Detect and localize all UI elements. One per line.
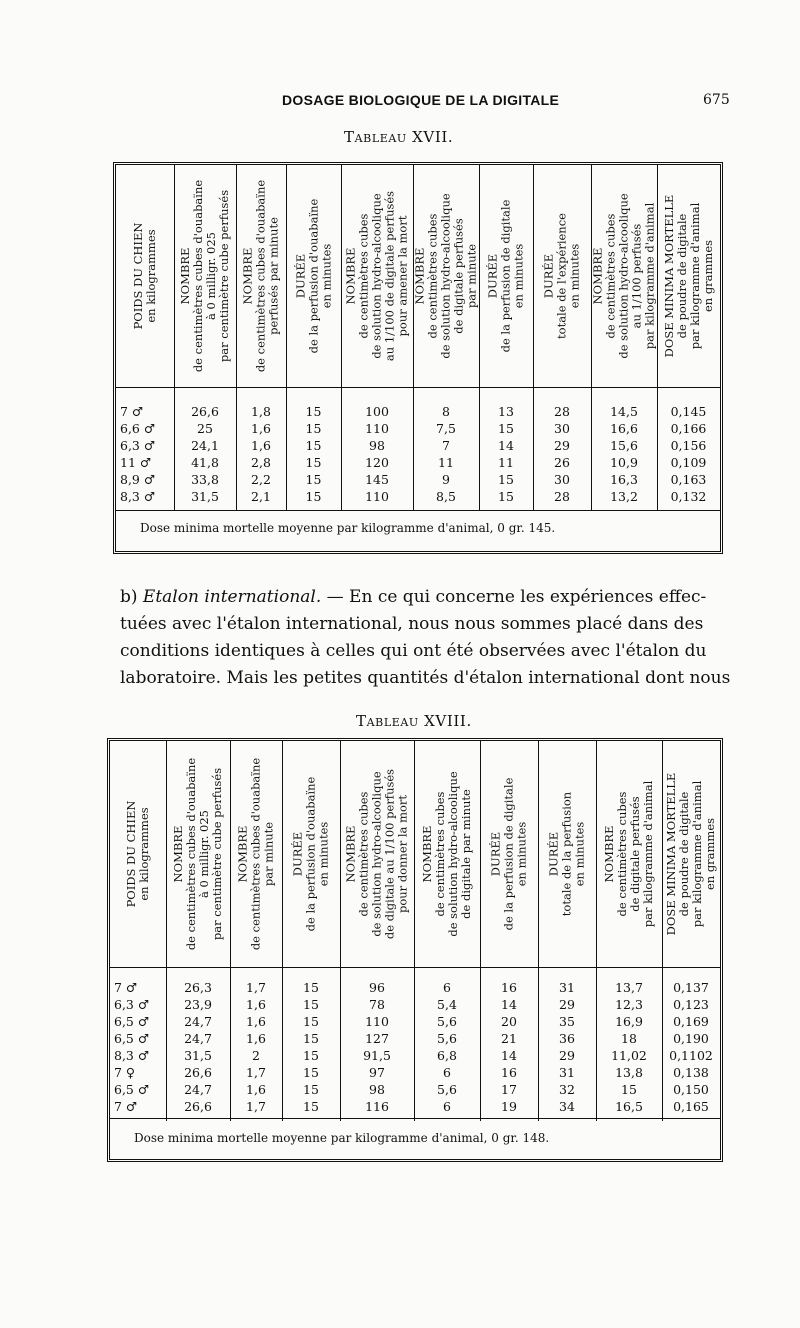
value-cell: 20	[501, 1014, 517, 1029]
column-divider	[286, 387, 287, 511]
table-17-header	[116, 165, 720, 388]
weight-cell: 6,3 ♂	[120, 438, 156, 453]
value-cell: 15	[303, 1065, 319, 1080]
value-cell: 33,8	[191, 472, 219, 487]
running-head	[0, 92, 800, 112]
value-cell: 0,123	[673, 997, 709, 1012]
column-header-text: NOMBRE de centimètres cubes d'ouabaïne à 0 milligr. 025 par centimètre cube perfusés	[178, 179, 231, 373]
column-header-text: DOSE MINIMA MORTELLE de poudre de digitale par kilogramme d'animal en grammes	[664, 772, 717, 936]
column-divider	[596, 963, 597, 1121]
value-cell: 15	[498, 421, 514, 436]
column-header-text: DURÉE totale de la perfusion en minutes	[546, 791, 587, 917]
value-cell: 5,6	[437, 1031, 457, 1046]
column-header-7	[480, 741, 539, 967]
value-cell: 120	[365, 455, 389, 470]
value-cell: 127	[365, 1031, 389, 1046]
column-header-text: NOMBRE de centimètres cubes d'ouabaïne par minute	[235, 757, 276, 951]
column-header-7	[479, 165, 534, 387]
value-cell: 2	[252, 1048, 260, 1063]
table-row	[110, 1081, 720, 1098]
value-cell: 0,109	[670, 455, 707, 470]
value-cell: 0,190	[673, 1031, 709, 1046]
value-cell: 5,6	[437, 1082, 457, 1097]
value-cell: 35	[559, 1014, 575, 1029]
value-cell: 7,5	[436, 421, 456, 436]
value-cell: 16,3	[610, 472, 638, 487]
weight-cell: 8,3 ♂	[120, 489, 156, 504]
value-cell: 0,163	[670, 472, 707, 487]
weight-cell: 6,6 ♂	[120, 421, 156, 436]
column-header-text: NOMBRE de centimètres cubes de solution hydro-alcoolique au 1/100 de digitale perfusés pour amener la mort	[343, 190, 410, 362]
value-cell: 1,7	[246, 1065, 266, 1080]
column-header-9	[591, 165, 658, 387]
column-header-3	[230, 741, 283, 967]
column-divider	[591, 387, 592, 511]
column-divider	[480, 963, 481, 1121]
value-cell: 15	[305, 438, 322, 453]
column-header-8	[533, 165, 592, 387]
value-cell: 23,9	[184, 997, 212, 1012]
value-cell: 1,7	[246, 1099, 266, 1114]
table-row	[110, 1098, 720, 1115]
column-divider	[166, 963, 167, 1121]
table-18-title-prefix: Tableau	[356, 712, 419, 730]
column-divider	[340, 963, 341, 1121]
value-cell: 29	[559, 1048, 575, 1063]
value-cell: 13,8	[615, 1065, 643, 1080]
value-cell: 98	[369, 1082, 385, 1097]
column-divider	[174, 387, 175, 511]
column-header-2	[174, 165, 237, 387]
value-cell: 1,6	[246, 1014, 266, 1029]
value-cell: 110	[365, 489, 389, 504]
column-header-text: DURÉE totale de l'expérience en minutes	[541, 213, 582, 339]
weight-cell: 6,5 ♂	[114, 1031, 150, 1046]
value-cell: 10,9	[610, 455, 638, 470]
table-17-title	[344, 128, 453, 146]
value-cell: 7	[442, 438, 450, 453]
value-cell: 100	[365, 404, 389, 419]
column-header-4	[282, 741, 341, 967]
value-cell: 15	[303, 1048, 319, 1063]
value-cell: 0,169	[673, 1014, 709, 1029]
value-cell: 15	[303, 1082, 319, 1097]
column-header-3	[236, 165, 287, 387]
value-cell: 1,6	[246, 1082, 266, 1097]
value-cell: 15	[303, 1099, 319, 1114]
table-17-footer-rule	[116, 510, 720, 511]
weight-cell: 8,3 ♂	[114, 1048, 150, 1063]
value-cell: 15	[305, 421, 322, 436]
column-header-text: DURÉE de la perfusion d'ouabaïne en minutes	[293, 198, 333, 354]
column-divider	[479, 387, 480, 511]
value-cell: 2,1	[251, 489, 271, 504]
value-cell: 28	[554, 489, 570, 504]
value-cell: 8	[442, 404, 450, 419]
table-18	[107, 738, 723, 1162]
value-cell: 110	[365, 421, 389, 436]
column-header-6	[413, 165, 480, 387]
value-cell: 15	[621, 1082, 637, 1097]
table-17-title-number: XVII.	[412, 128, 454, 146]
value-cell: 2,8	[251, 455, 271, 470]
value-cell: 91,5	[363, 1048, 391, 1063]
table-18-title-number: XVIII.	[424, 712, 472, 730]
value-cell: 0,150	[673, 1082, 709, 1097]
table-18-header	[110, 741, 720, 968]
column-header-text: POIDS DU CHIEN en kilogrammes	[131, 222, 158, 330]
column-header-text: NOMBRE de centimètres cubes de solution hydro-alcoolique de digitale par minute	[420, 771, 473, 937]
value-cell: 36	[559, 1031, 575, 1046]
weight-cell: 11 ♂	[120, 455, 152, 470]
running-title: DOSAGE BIOLOGIQUE DE LA DIGITALE	[282, 92, 560, 108]
value-cell: 16	[501, 1065, 517, 1080]
value-cell: 15	[305, 472, 322, 487]
column-divider	[662, 963, 663, 1121]
table-row	[110, 1047, 720, 1064]
column-divider	[657, 387, 658, 511]
value-cell: 0,137	[673, 980, 709, 995]
value-cell: 24,7	[184, 1014, 212, 1029]
value-cell: 15	[305, 489, 322, 504]
value-cell: 145	[365, 472, 389, 487]
value-cell: 15	[303, 997, 319, 1012]
value-cell: 31,5	[191, 489, 219, 504]
weight-cell: 6,5 ♂	[114, 1014, 150, 1029]
column-header-text: DOSE MINIMA MORTELLE de poudre de digitale par kilogramme d'animal en grammes	[661, 194, 715, 358]
weight-cell: 7 ♂	[120, 404, 144, 419]
column-header-10	[657, 165, 720, 387]
column-divider	[414, 963, 415, 1121]
value-cell: 0,138	[673, 1065, 709, 1080]
value-cell: 15	[305, 455, 322, 470]
value-cell: 15,6	[610, 438, 638, 453]
value-cell: 28	[554, 404, 570, 419]
value-cell: 26,6	[184, 1099, 212, 1114]
table-17-body	[116, 403, 720, 505]
value-cell: 13,2	[610, 489, 638, 504]
page-number: 675	[703, 92, 730, 108]
value-cell: 8,5	[436, 489, 456, 504]
value-cell: 24,1	[191, 438, 219, 453]
column-header-text: NOMBRE de centimètres cubes de digitale perfusés par kilogramme d'animal	[602, 780, 655, 928]
value-cell: 30	[554, 421, 570, 436]
table-row	[110, 1013, 720, 1030]
column-header-text: DURÉE de la perfusion de digitale en minutes	[488, 777, 529, 931]
value-cell: 34	[559, 1099, 575, 1114]
value-cell: 16,9	[615, 1014, 643, 1029]
value-cell: 41,8	[191, 455, 219, 470]
value-cell: 12,3	[615, 997, 643, 1012]
column-divider	[236, 387, 237, 511]
value-cell: 6	[443, 980, 451, 995]
value-cell: 14	[498, 438, 514, 453]
column-header-text: NOMBRE de centimètres cubes de solution hydro-alcoolique de digitale perfusés par minute	[413, 193, 479, 359]
column-header-text: DURÉE de la perfusion de digitale en minutes	[485, 199, 526, 353]
value-cell: 31,5	[184, 1048, 212, 1063]
column-divider	[538, 963, 539, 1121]
value-cell: 1,7	[246, 980, 266, 995]
value-cell: 29	[559, 997, 575, 1012]
value-cell: 15	[303, 980, 319, 995]
value-cell: 96	[369, 980, 385, 995]
value-cell: 16,6	[610, 421, 638, 436]
value-cell: 14,5	[610, 404, 638, 419]
value-cell: 26	[554, 455, 570, 470]
column-header-text: POIDS DU CHIEN en kilogrammes	[124, 800, 151, 908]
table-17-title-prefix: Tableau	[344, 128, 407, 146]
table-row	[116, 488, 720, 505]
table-18-body	[110, 979, 720, 1115]
paragraph-line-4: laboratoire. Mais les petites quantités d'étalon international dont nous	[120, 668, 731, 688]
value-cell: 0,156	[670, 438, 707, 453]
value-cell: 18	[621, 1031, 637, 1046]
column-divider	[341, 387, 342, 511]
body-paragraph	[120, 584, 731, 692]
paragraph-heading: Etalon international.	[142, 587, 322, 607]
value-cell: 0,166	[670, 421, 707, 436]
paragraph-line-1	[120, 584, 724, 611]
column-header-text: NOMBRE de centimètres cubes de solution hydro-alcoolique de digitale au 1/100 perfusés pour donner la mort	[343, 768, 410, 940]
value-cell: 24,7	[184, 1031, 212, 1046]
table-18-title	[356, 712, 472, 730]
weight-cell: 6,5 ♂	[114, 1082, 150, 1097]
table-17	[113, 162, 723, 554]
value-cell: 25	[197, 421, 213, 436]
value-cell: 15	[305, 404, 322, 419]
column-header-6	[414, 741, 481, 967]
value-cell: 15	[303, 1031, 319, 1046]
value-cell: 16	[501, 980, 517, 995]
value-cell: 26,6	[184, 1065, 212, 1080]
value-cell: 24,7	[184, 1082, 212, 1097]
value-cell: 26,6	[191, 404, 219, 419]
value-cell: 14	[501, 1048, 517, 1063]
value-cell: 11	[438, 455, 454, 470]
value-cell: 13	[498, 404, 514, 419]
value-cell: 6	[443, 1065, 451, 1080]
value-cell: 5,6	[437, 1014, 457, 1029]
value-cell: 31	[559, 980, 575, 995]
value-cell: 97	[369, 1065, 385, 1080]
table-row	[110, 1030, 720, 1047]
table-row	[116, 454, 720, 471]
value-cell: 1,8	[251, 404, 271, 419]
value-cell: 1,6	[251, 421, 271, 436]
table-row	[110, 979, 720, 996]
value-cell: 0,1102	[669, 1048, 713, 1063]
paragraph-line-3: conditions identiques à celles qui ont été observées avec l'étalon du	[120, 641, 707, 661]
column-header-2	[166, 741, 231, 967]
table-row	[110, 1064, 720, 1081]
value-cell: 0,165	[673, 1099, 709, 1114]
table-18-footer-rule	[110, 1118, 720, 1119]
value-cell: 16,5	[615, 1099, 643, 1114]
value-cell: 9	[442, 472, 450, 487]
table-row	[116, 437, 720, 454]
value-cell: 6	[443, 1099, 451, 1114]
value-cell: 26,3	[184, 980, 212, 995]
value-cell: 15	[498, 489, 514, 504]
value-cell: 1,6	[251, 438, 271, 453]
column-divider	[230, 963, 231, 1121]
value-cell: 110	[365, 1014, 389, 1029]
table-row	[116, 403, 720, 420]
column-header-text: NOMBRE de centimètres cubes d'ouabaïne perfusés par minute	[240, 179, 281, 373]
column-header-text: DURÉE de la perfusion d'ouabaïne en minutes	[290, 776, 331, 932]
weight-cell: 7 ♂	[114, 980, 138, 995]
column-header-5	[340, 741, 415, 967]
value-cell: 116	[365, 1099, 389, 1114]
value-cell: 30	[554, 472, 570, 487]
value-cell: 31	[559, 1065, 575, 1080]
column-divider	[413, 387, 414, 511]
value-cell: 98	[369, 438, 385, 453]
weight-cell: 6,3 ♂	[114, 997, 150, 1012]
paragraph-line-2: tuées avec l'étalon international, nous nous sommes placé dans des	[120, 614, 704, 634]
table-row	[116, 420, 720, 437]
value-cell: 11,02	[611, 1048, 647, 1063]
value-cell: 17	[501, 1082, 517, 1097]
value-cell: 0,132	[670, 489, 707, 504]
value-cell: 15	[303, 1014, 319, 1029]
value-cell: 5,4	[437, 997, 457, 1012]
column-divider	[282, 963, 283, 1121]
value-cell: 6,8	[437, 1048, 457, 1063]
column-header-10	[662, 741, 720, 967]
column-header-8	[538, 741, 597, 967]
value-cell: 11	[498, 455, 514, 470]
column-header-4	[286, 165, 342, 387]
column-header-1	[110, 741, 167, 967]
value-cell: 32	[559, 1082, 575, 1097]
table-18-note: Dose minima mortelle moyenne par kilogramme d'animal, 0 gr. 148.	[134, 1131, 550, 1145]
column-header-text: NOMBRE de centimètres cubes d'ouabaïne à 0 milligr. 025 par centimètre cube perfusés	[171, 757, 224, 951]
table-17-note: Dose minima mortelle moyenne par kilogramme d'animal, 0 gr. 145.	[140, 521, 556, 535]
table-row	[110, 996, 720, 1013]
value-cell: 0,145	[670, 404, 707, 419]
weight-cell: 7 ♂	[114, 1099, 138, 1114]
value-cell: 19	[501, 1099, 517, 1114]
weight-cell: 7 ♀	[114, 1065, 136, 1080]
value-cell: 14	[501, 997, 517, 1012]
value-cell: 29	[554, 438, 570, 453]
value-cell: 2,2	[251, 472, 271, 487]
value-cell: 21	[501, 1031, 517, 1046]
value-cell: 15	[498, 472, 514, 487]
value-cell: 1,6	[246, 1031, 266, 1046]
value-cell: 13,7	[615, 980, 643, 995]
paragraph-label: b)	[120, 587, 138, 607]
table-row	[116, 471, 720, 488]
paragraph-line-1-rest: — En ce qui concerne les expériences effec-	[321, 587, 707, 607]
column-header-text: NOMBRE de centimètres cubes de solution hydro-alcoolique au 1/100 perfusés par kilogramme d'animal	[591, 193, 657, 359]
column-divider	[533, 387, 534, 511]
column-header-1	[116, 165, 175, 387]
value-cell: 1,6	[246, 997, 266, 1012]
value-cell: 78	[369, 997, 385, 1012]
column-header-9	[596, 741, 663, 967]
weight-cell: 8,9 ♂	[120, 472, 156, 487]
column-header-5	[341, 165, 414, 387]
